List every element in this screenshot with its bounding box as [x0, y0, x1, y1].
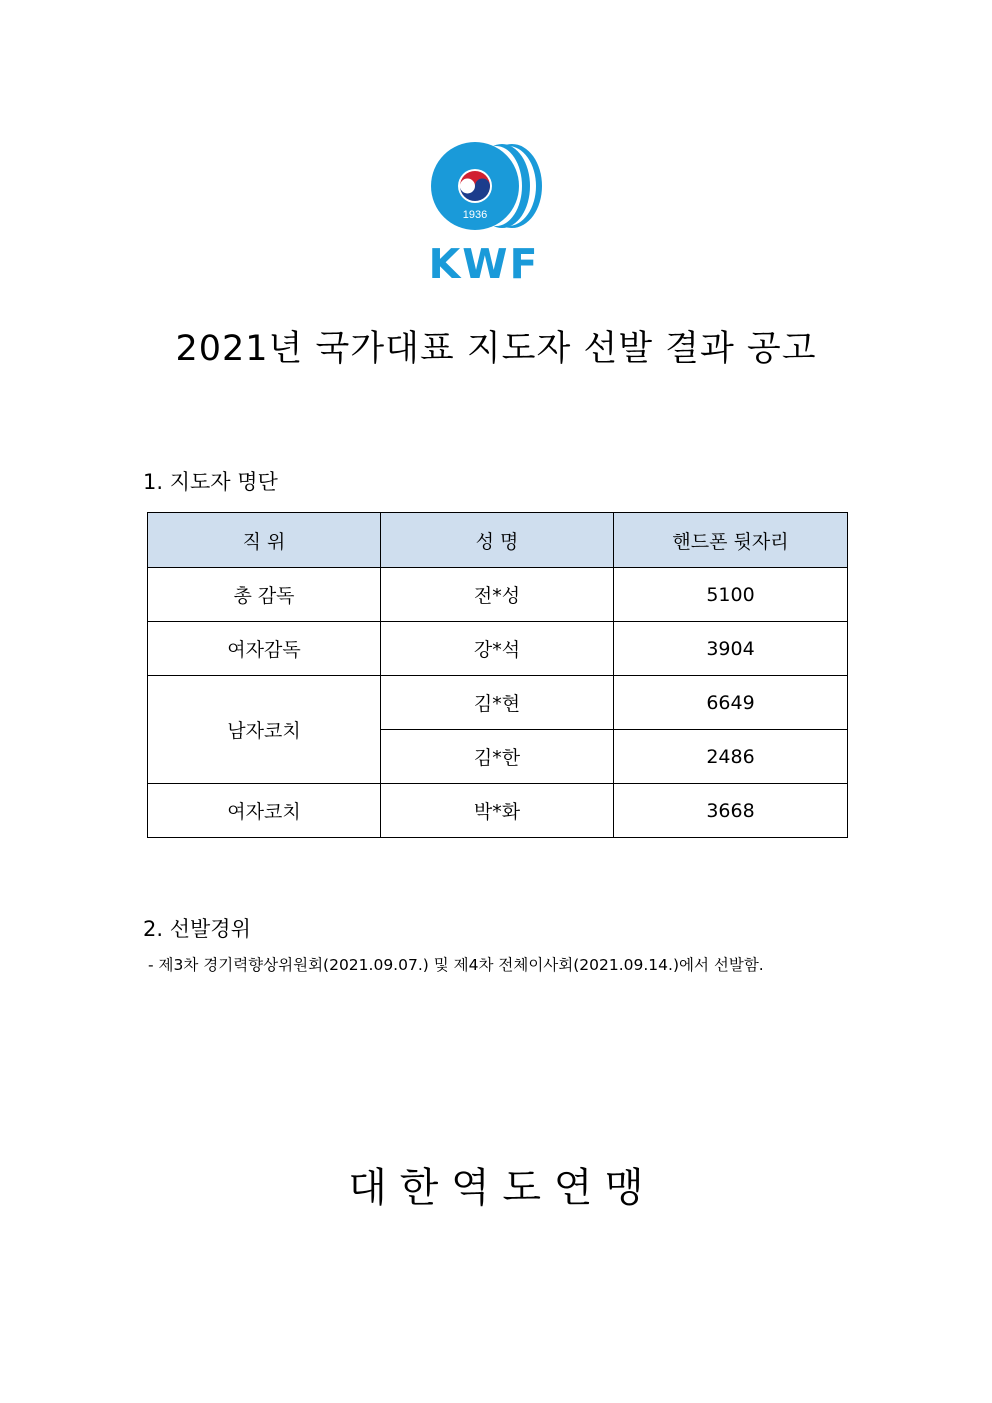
cell-name: 박*화: [381, 784, 614, 838]
table-header-row: [148, 513, 848, 568]
cell-position: 여자감독: [148, 622, 381, 676]
table-row: [148, 622, 848, 676]
cell-phone: 5100: [614, 568, 848, 622]
cell-name: 김*현: [381, 676, 614, 730]
header-name: 성 명: [381, 513, 614, 568]
cell-name: 강*석: [381, 622, 614, 676]
logo-text: KWF: [428, 240, 540, 282]
cell-position: 여자코치: [148, 784, 381, 838]
header-position: 직 위: [148, 513, 381, 568]
coach-table: [147, 512, 848, 838]
cell-position: 남자코치: [148, 676, 381, 784]
cell-position: 총 감독: [148, 568, 381, 622]
table-row: [148, 676, 848, 730]
section1-heading: 1. 지도자 명단: [143, 470, 278, 494]
table-row: [148, 568, 848, 622]
logo-year: 1936: [462, 209, 488, 221]
section2-heading: 2. 선발경위: [143, 917, 251, 941]
cell-phone: 6649: [614, 676, 848, 730]
cell-phone: 2486: [614, 730, 848, 784]
cell-phone: 3668: [614, 784, 848, 838]
cell-name: 전*성: [381, 568, 614, 622]
organization-name: 대 한 역 도 연 맹: [348, 1165, 644, 1211]
table-row: [148, 784, 848, 838]
header-phone: 핸드폰 뒷자리: [614, 513, 848, 568]
selection-note: - 제3차 경기력향상위원회(2021.09.07.) 및 제4차 전체이사회(2021.09.14.)에서 선발함.: [148, 956, 764, 974]
page-title: 2021년 국가대표 지도자 선발 결과 공고: [175, 329, 817, 369]
cell-phone: 3904: [614, 622, 848, 676]
kwf-logo: [428, 140, 548, 282]
cell-name: 김*한: [381, 730, 614, 784]
